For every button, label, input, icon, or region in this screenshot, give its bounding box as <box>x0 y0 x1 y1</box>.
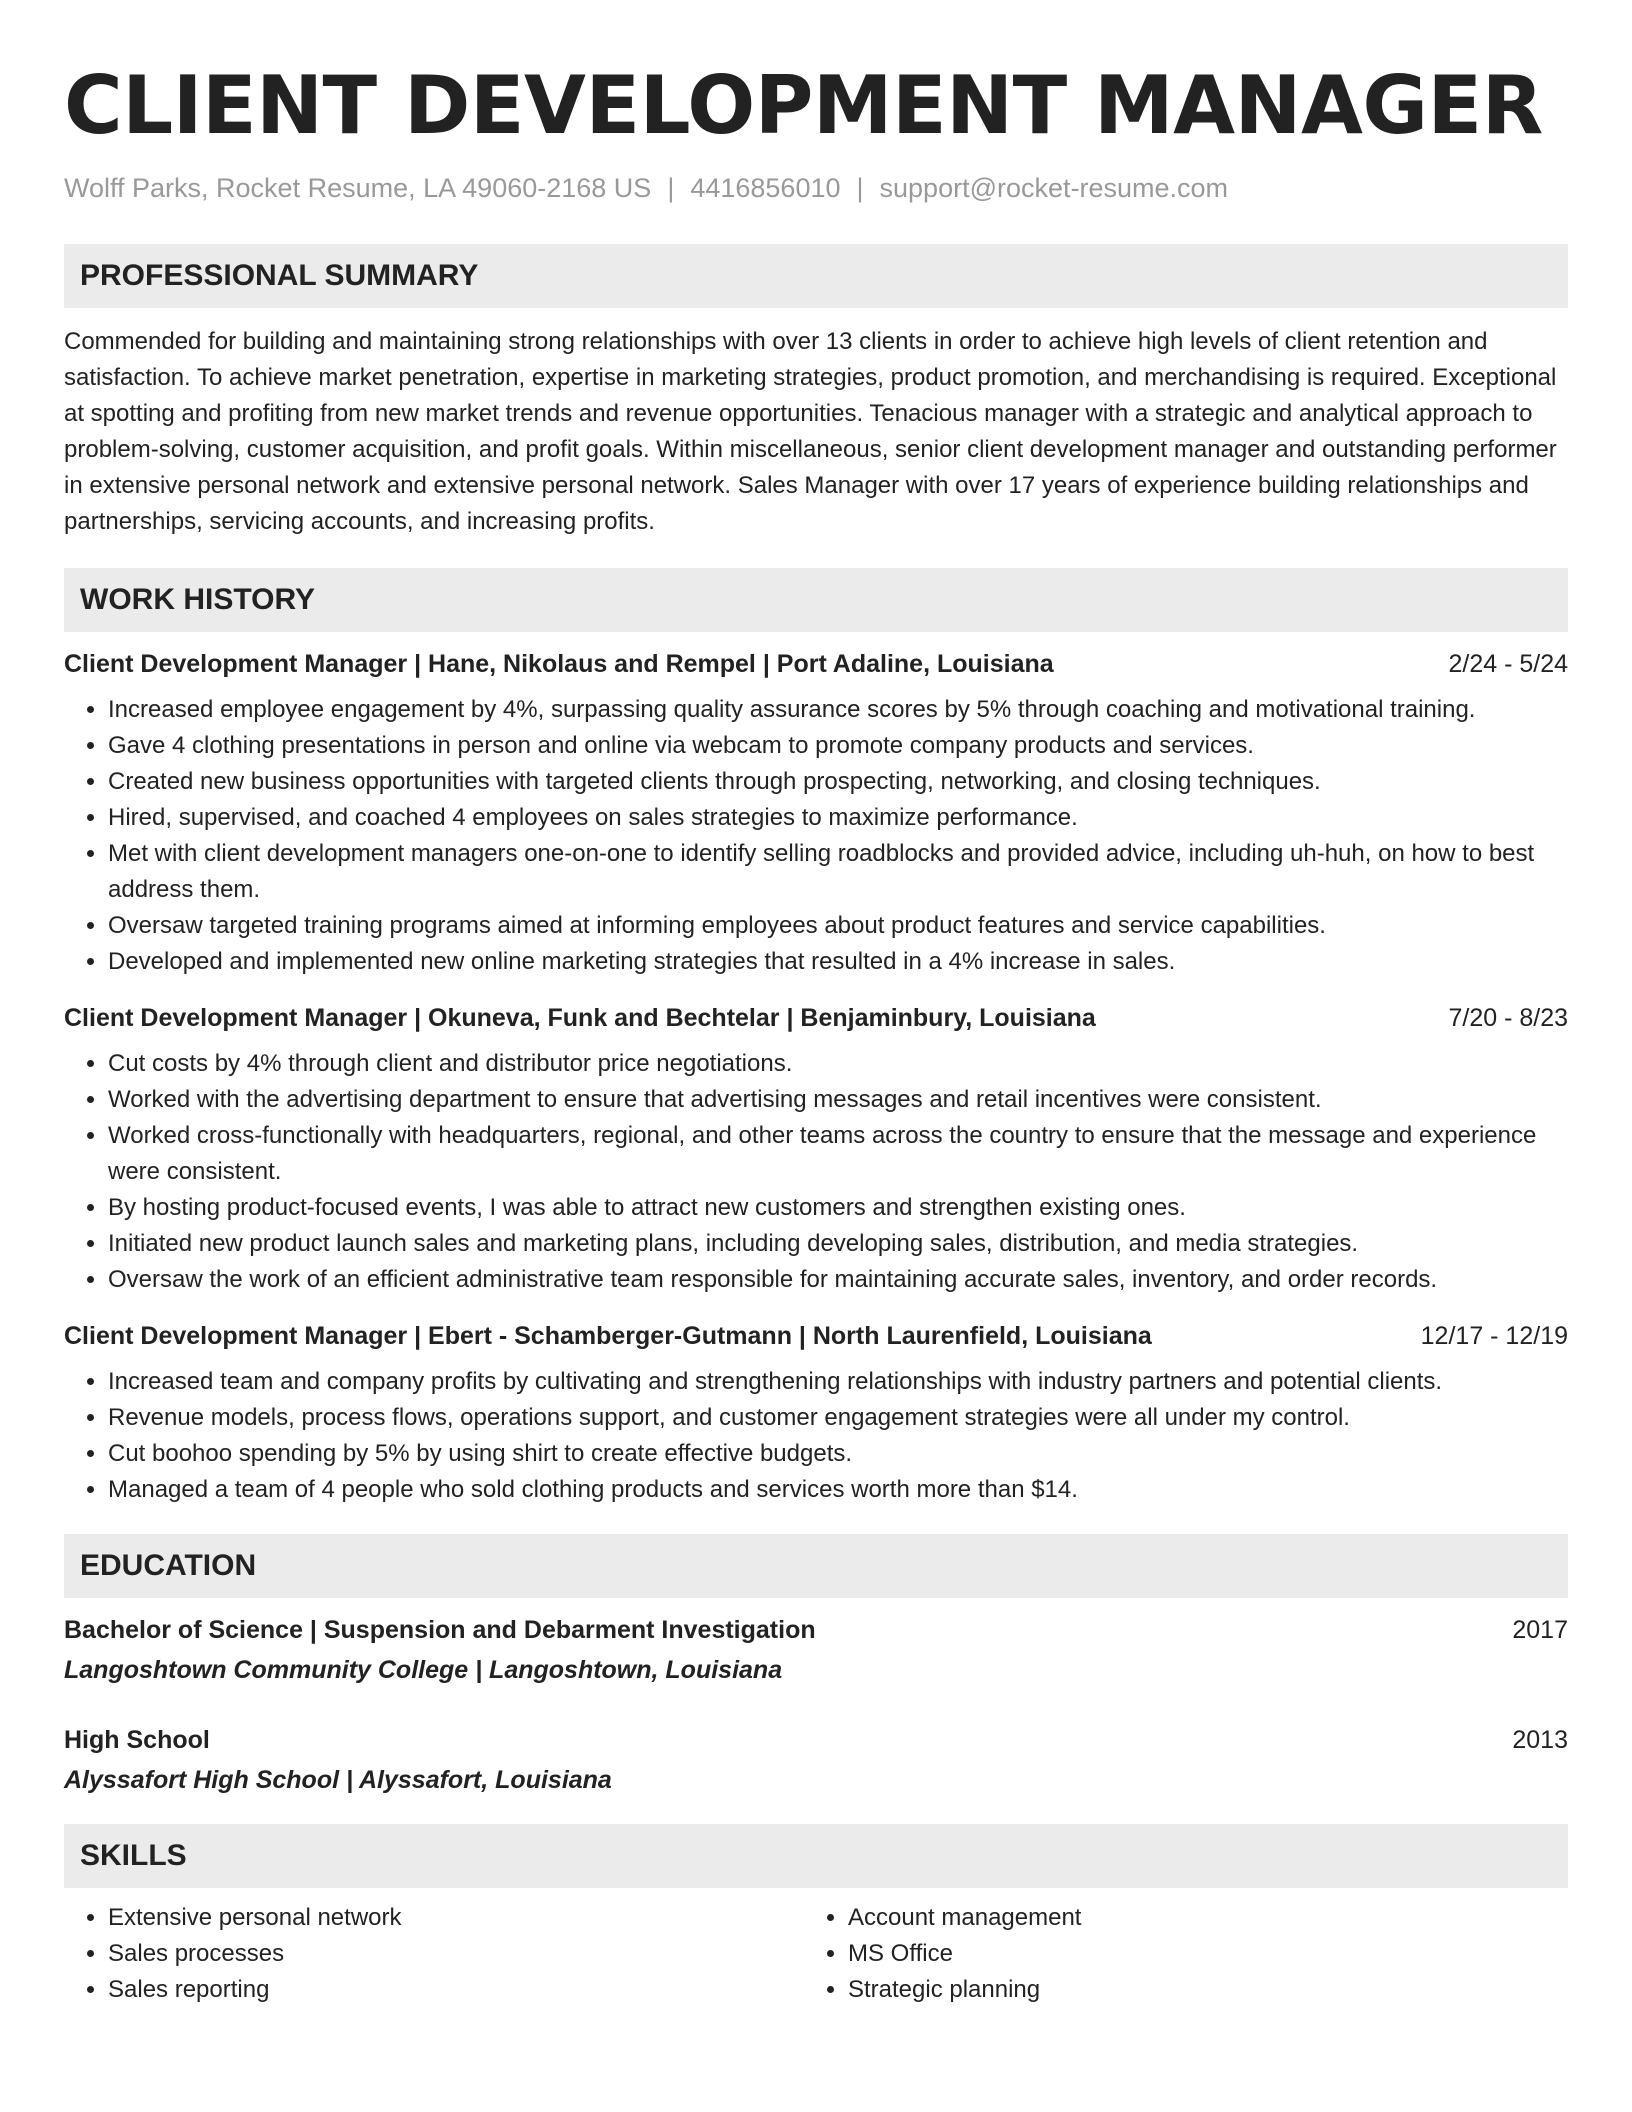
skill-item: • Sales processes <box>108 1936 804 1972</box>
job-bullet: • Oversaw the work of an efficient administrative team responsible for maintaining accurate sales, inventory, and order records. <box>108 1262 1568 1298</box>
skill-item: • Sales reporting <box>108 1972 804 2008</box>
education-entry <box>64 1612 1568 1688</box>
job-bullet: • Increased employee engagement by 4%, surpassing quality assurance scores by 5% through coaching and motivational training. <box>108 692 1568 728</box>
job-bullet: • Increased team and company profits by cultivating and strengthening relationships with industry partners and potential clients. <box>108 1364 1568 1400</box>
job-bullet: • Cut costs by 4% through client and distributor price negotiations. <box>108 1046 1568 1082</box>
job-header <box>64 646 1568 682</box>
job-header <box>64 1000 1568 1036</box>
education-school: Langoshtown Community College | Langoshtown, Louisiana <box>64 1656 783 1684</box>
job-bullet: • Oversaw targeted training programs aimed at informing employees about product features and service capabilities. <box>108 908 1568 944</box>
contact-line <box>64 170 1568 206</box>
contact-separator: | <box>667 173 675 203</box>
job-entry <box>64 1000 1568 1298</box>
job-bullet-list <box>64 1364 1568 1508</box>
job-bullet: • Worked with the advertising department to ensure that advertising messages and retail incentives were consistent. <box>108 1082 1568 1118</box>
job-bullet: • Gave 4 clothing presentations in person and online via webcam to promote company products and services. <box>108 728 1568 764</box>
job-dates: 2/24 - 5/24 <box>1448 650 1568 678</box>
summary-section-header <box>64 244 1568 308</box>
skill-item: • Account management <box>848 1900 1544 1936</box>
education-entry <box>64 1722 1568 1798</box>
job-bullet-list <box>64 1046 1568 1298</box>
skill-item: • MS Office <box>848 1936 1544 1972</box>
skills-column-left <box>64 1900 804 2008</box>
job-bullet: • Worked cross-functionally with headquarters, regional, and other teams across the country to ensure that the message and experience were consistent. <box>108 1118 1568 1190</box>
job-dates: 12/17 - 12/19 <box>1420 1322 1568 1350</box>
work-heading: WORK HISTORY <box>80 583 316 616</box>
skills-section-header <box>64 1824 1568 1888</box>
education-heading: EDUCATION <box>80 1549 257 1582</box>
job-bullet: • By hosting product-focused events, I was able to attract new customers and strengthen existing ones. <box>108 1190 1568 1226</box>
education-header <box>64 1612 1568 1648</box>
job-header <box>64 1318 1568 1354</box>
job-dates: 7/20 - 8/23 <box>1448 1004 1568 1032</box>
contact-separator: | <box>856 173 864 203</box>
skills-list <box>64 1900 1568 2008</box>
job-entry <box>64 646 1568 980</box>
skill-item: • Extensive personal network <box>108 1900 804 1936</box>
job-bullet: • Developed and implemented new online marketing strategies that resulted in a 4% increase in sales. <box>108 944 1568 980</box>
education-school: Alyssafort High School | Alyssafort, Louisiana <box>64 1766 612 1794</box>
education-degree: High School <box>64 1726 210 1754</box>
contact-phone: 4416856010 <box>690 173 841 203</box>
summary-heading: PROFESSIONAL SUMMARY <box>80 259 479 292</box>
resume-name-title: CLIENT DEVELOPMENT MANAGER <box>64 59 1543 152</box>
job-title: Client Development Manager | Okuneva, Funk and Bechtelar | Benjaminbury, Louisiana <box>64 1004 1096 1032</box>
summary-text: Commended for building and maintaining strong relationships with over 13 clients in order to achieve high levels of client retention and satisfaction. To achieve market penetration, expertise in marketing strategies, product promotion, and merchandising is required. Exceptional at spotting and profiting from new market trends and revenue opportunities. Tenacious manager with a strategic and analytical approach to problem-solving, customer acquisition, and profit goals. Within miscellaneous, senior client development manager and outstanding performer in extensive personal network and extensive personal network. Sales Manager with over 17 years of experience building relationships and partnerships, servicing accounts, and increasing profits. <box>64 328 1557 535</box>
education-section-header <box>64 1534 1568 1598</box>
education-year: 2017 <box>1512 1616 1568 1644</box>
skills-heading: SKILLS <box>80 1839 187 1872</box>
job-bullet: • Initiated new product launch sales and marketing plans, including developing sales, distribution, and media strategies. <box>108 1226 1568 1262</box>
contact-address: Wolff Parks, Rocket Resume, LA 49060-2168 US <box>64 173 652 203</box>
contact-email: support@rocket-resume.com <box>879 173 1229 203</box>
job-bullet: • Met with client development managers one-on-one to identify selling roadblocks and provided advice, including uh-huh, on how to best address them. <box>108 836 1568 908</box>
job-title: Client Development Manager | Ebert - Schamberger-Gutmann | North Laurenfield, Louisiana <box>64 1322 1152 1350</box>
education-degree: Bachelor of Science | Suspension and Debarment Investigation <box>64 1616 816 1644</box>
job-bullet: • Hired, supervised, and coached 4 employees on sales strategies to maximize performance. <box>108 800 1568 836</box>
job-bullet: • Created new business opportunities with targeted clients through prospecting, networking, and closing techniques. <box>108 764 1568 800</box>
education-year: 2013 <box>1512 1726 1568 1754</box>
job-bullet: • Managed a team of 4 people who sold clothing products and services worth more than $14. <box>108 1472 1568 1508</box>
job-bullet: • Cut boohoo spending by 5% by using shirt to create effective budgets. <box>108 1436 1568 1472</box>
skill-item: • Strategic planning <box>848 1972 1544 2008</box>
work-section-header <box>64 568 1568 632</box>
skills-column-right <box>804 1900 1544 2008</box>
job-title: Client Development Manager | Hane, Nikolaus and Rempel | Port Adaline, Louisiana <box>64 650 1054 678</box>
job-bullet-list <box>64 692 1568 980</box>
education-header <box>64 1722 1568 1758</box>
job-bullet: • Revenue models, process flows, operations support, and customer engagement strategies were all under my control. <box>108 1400 1568 1436</box>
job-entry <box>64 1318 1568 1508</box>
